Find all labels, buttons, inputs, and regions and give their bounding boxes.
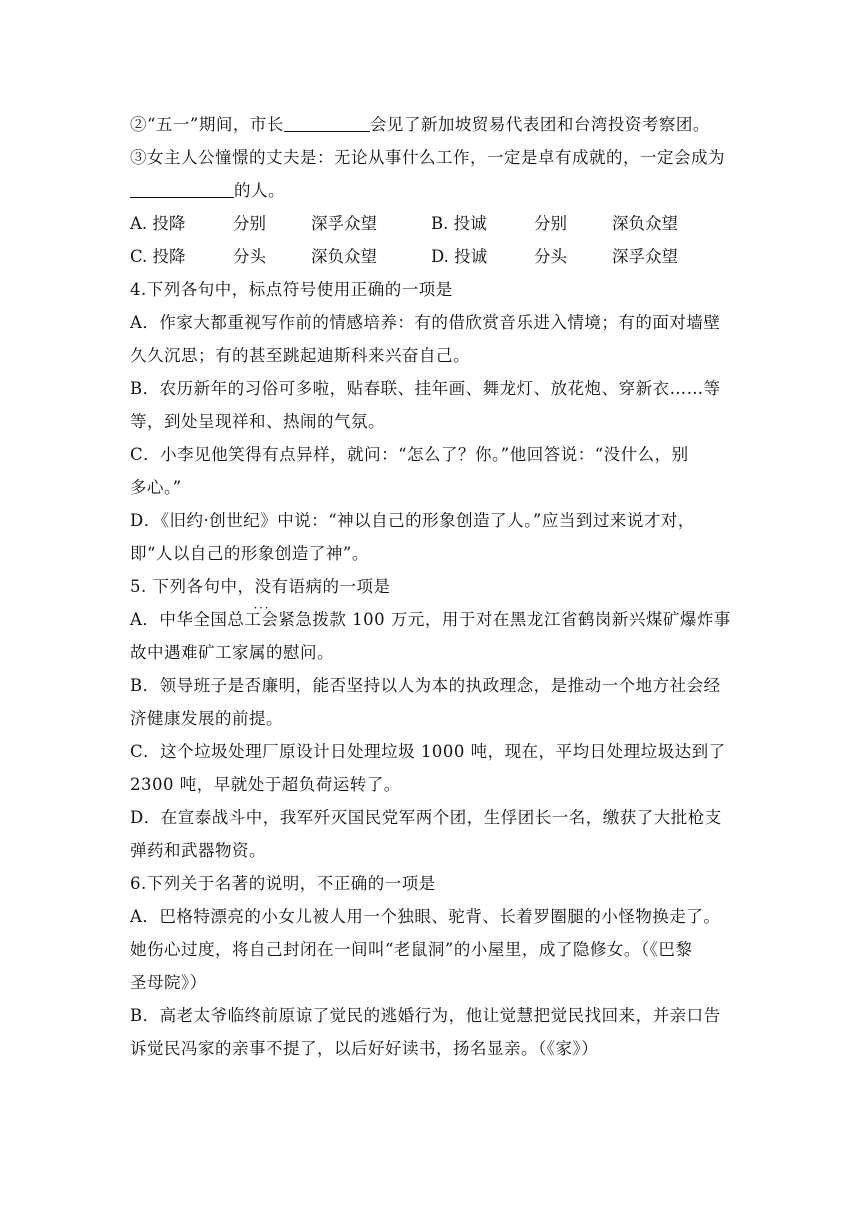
q5-line: 故中遇难矿工家属的慰问。 — [130, 643, 334, 662]
q6-line: 她伤心过度，将自己封闭在一间叫“老鼠洞”的小屋里，成了隐修女。（《巴黎 — [130, 940, 693, 959]
q5-line: 济健康发展的前提。 — [130, 709, 283, 728]
q3-item-3: ③女主人公憧憬的丈夫是：无论从事什么工作，一定是卓有成就的，一定会成为 — [130, 148, 725, 167]
q6-line: 诉觉民冯家的亲事不提了，以后好好读书，扬名显亲。（《家》） — [130, 1039, 599, 1058]
q6-line: A．巴格特漂亮的小女儿被人用一个独眼、驼背、长着罗圈腿的小怪物换走了。 — [130, 907, 721, 926]
q3-item-3-cont — [130, 174, 736, 207]
option-b-word-3: 深负众望 — [612, 214, 678, 233]
q3-item-2 — [130, 108, 736, 141]
option-a-word-3: 深孚众望 — [311, 214, 377, 233]
q3-options-row — [130, 207, 736, 240]
q5-stem-start: 5. 下列各句中， — [130, 577, 255, 596]
q4-line: B．农历新年的习俗可多啦，贴春联、挂年画、舞龙灯、放花炮、穿新衣……等 — [130, 379, 721, 398]
q4-line: 久久沉思；有的甚至跳起迪斯科来兴奋自己。 — [130, 346, 470, 365]
q5-stem — [130, 570, 736, 603]
q4-line: 等，到处呈现祥和、热闹的气氛。 — [130, 412, 385, 431]
q6-line: B．高老太爷临终前原谅了觉民的逃婚行为，他让觉慧把觉民找回来，并亲口告 — [130, 1006, 721, 1025]
option-d-word-2: 分头 — [534, 247, 567, 266]
q6-line: 圣母院》） — [130, 973, 207, 992]
fill-blank — [130, 179, 234, 198]
q5-stem-emphasis: 没有 · · · — [255, 577, 289, 596]
q5-line: C．这个垃圾处理厂原设计日处理垃圾 1000 吨，现在，平均日处理垃圾达到了 — [130, 742, 726, 761]
q4-line: 多心。” — [130, 478, 182, 497]
option-c-label: C. 投降 — [130, 247, 186, 266]
option-d-label: D. 投诚 — [431, 247, 488, 266]
q4-line: 即“人以自己的形象创造了神”。 — [130, 544, 369, 563]
q3-item-2-text: ②“五一”期间，市长 — [130, 115, 284, 134]
q4-line: D．《旧约·创世纪》中说：“神以自己的形象创造了人。”应当到过来说才对， — [130, 511, 695, 530]
option-c-word-2: 分头 — [233, 247, 266, 266]
q5-line: 弹药和武器物资。 — [130, 841, 266, 860]
q4-stem: 4.下列各句中，标点符号使用正确的一项是 — [130, 280, 453, 299]
q5-line: 2300 吨，早就处于超负荷运转了。 — [130, 775, 401, 794]
q5-line: B．领导班子是否廉明，能否坚持以人为本的执政理念，是推动一个地方社会经 — [130, 676, 721, 695]
q3-options-row — [130, 240, 736, 273]
q4-line: C．小李见他笑得有点异样，就问：“怎么了？你。”他回答说：“没什么，别 — [130, 445, 689, 464]
option-d-word-3: 深孚众望 — [612, 247, 678, 266]
option-b-label: B. 投诚 — [431, 214, 487, 233]
option-a-word-2: 分别 — [233, 214, 266, 233]
q5-stem-end: 语病的一项是 — [288, 577, 391, 596]
option-c-word-3: 深负众望 — [311, 247, 377, 266]
q5-line: D．在宣泰战斗中，我军歼灭国民党军两个团，生俘团长一名，缴获了大批枪支 — [130, 808, 722, 827]
q5-line: A．中华全国总工会紧急拨款 100 万元，用于对在黑龙江省鹤岗新兴煤矿爆炸事 — [130, 610, 731, 629]
fill-blank — [284, 113, 370, 132]
q6-stem: 6.下列关于名著的说明，不正确的一项是 — [130, 874, 436, 893]
option-b-word-2: 分别 — [534, 214, 567, 233]
q3-item-2-text-end: 会见了新加坡贸易代表团和台湾投资考察团。 — [369, 115, 710, 134]
q4-line: A．作家大都重视写作前的情感培养：有的借欣赏音乐进入情境；有的面对墙壁 — [130, 313, 721, 332]
option-a-label: A. 投降 — [130, 214, 186, 233]
q3-item-3-text-end: 的人。 — [234, 181, 285, 200]
